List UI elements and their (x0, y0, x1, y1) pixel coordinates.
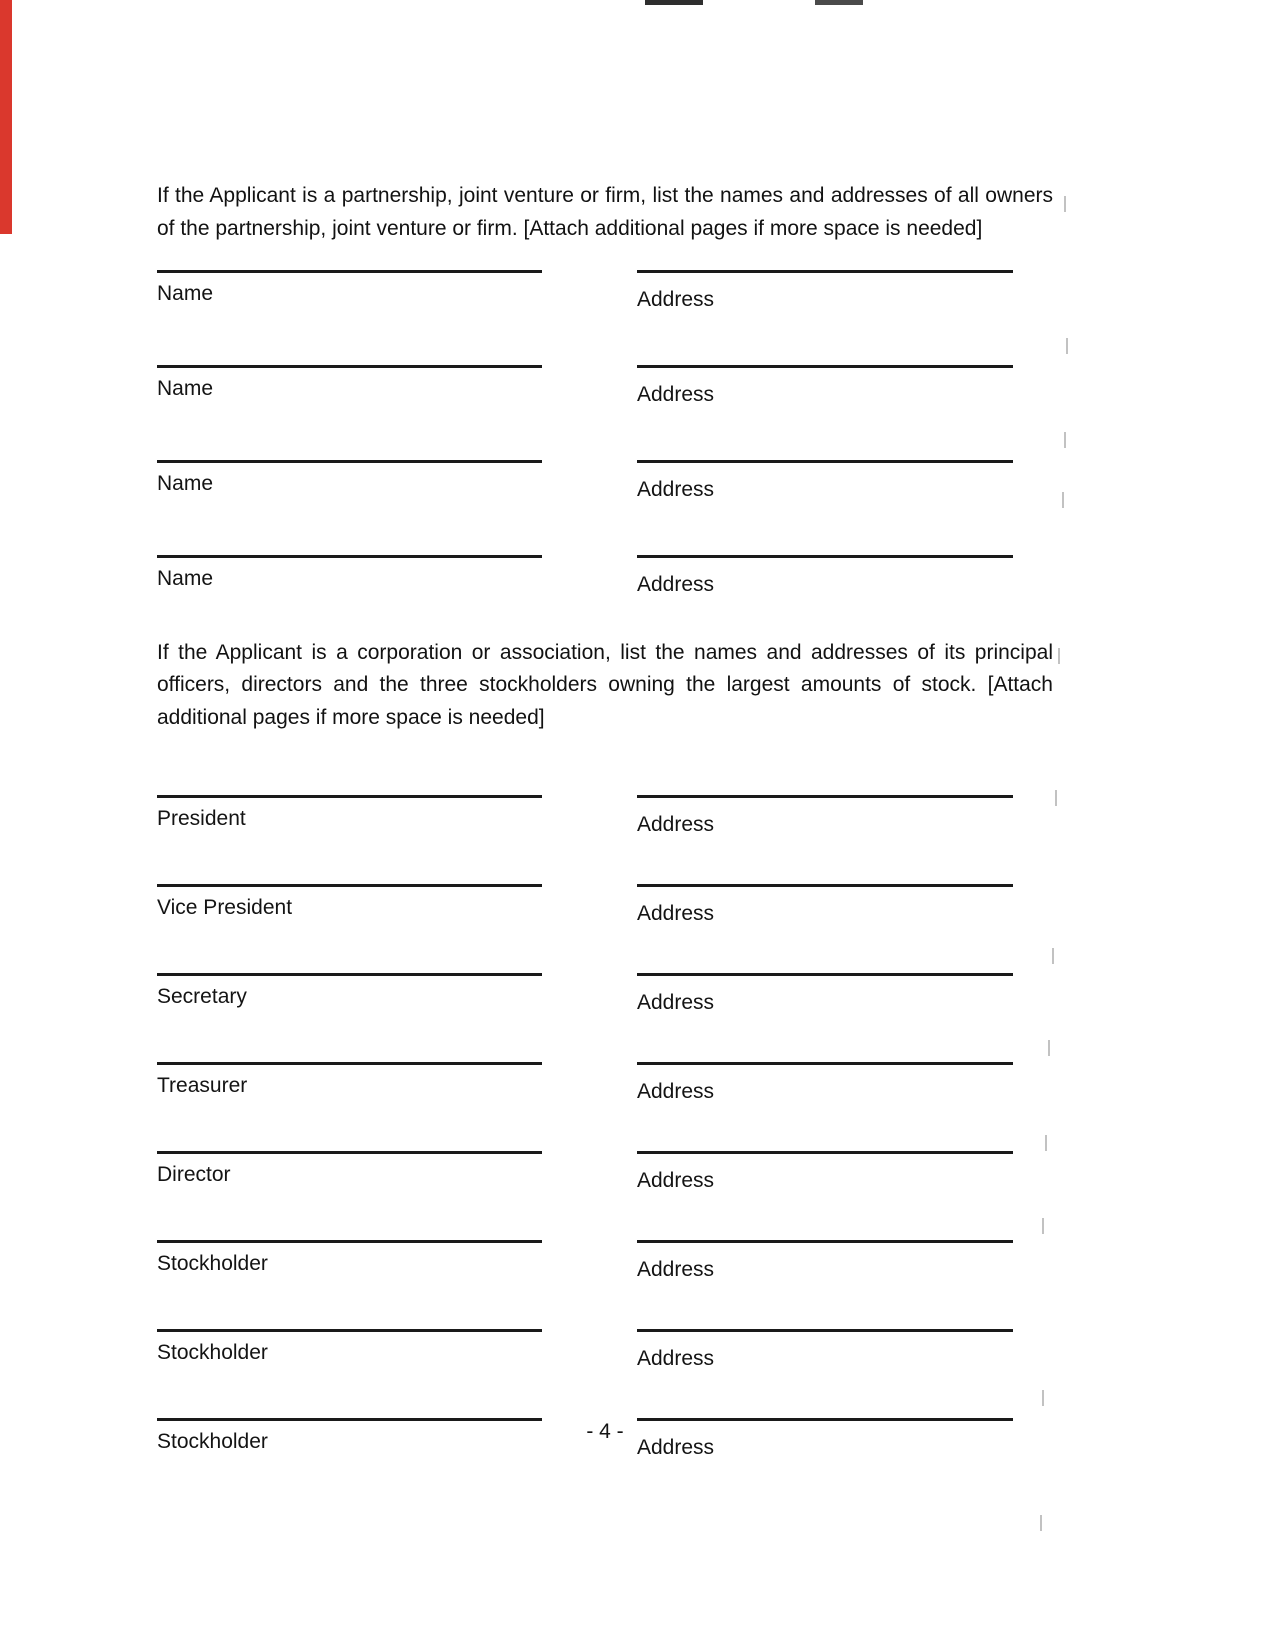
officer-row (157, 973, 1053, 1015)
treasurer-field (157, 1062, 542, 1104)
address-field (637, 555, 1013, 597)
section-corporation (157, 637, 1053, 1460)
director-label: Director (157, 1162, 231, 1186)
officer-row (157, 1329, 1053, 1371)
address-field (637, 1062, 1013, 1104)
corporation-intro-paragraph: If the Applicant is a corporation or association, list the names and addresses of its principal officers, directors and the three stockholders owning the largest amounts of stock. [Attach additional pages if more space is needed] (157, 640, 1053, 729)
stockholder-label: Stockholder (157, 1429, 268, 1453)
officer-row (157, 884, 1053, 926)
address-label: Address (637, 572, 715, 596)
scan-artifact-top-mark (645, 0, 703, 5)
treasurer-label: Treasurer (157, 1073, 248, 1097)
scan-artifact-edge-tick (1062, 492, 1064, 508)
page-number: - 4 - (586, 1420, 624, 1443)
name-field (157, 555, 542, 597)
name-field (157, 270, 542, 312)
scan-artifact-edge-tick (1064, 196, 1066, 212)
officer-row (157, 1062, 1053, 1104)
address-label: Address (637, 1168, 715, 1192)
partnership-rows (157, 270, 1053, 597)
name-label: Name (157, 281, 214, 305)
stockholder-field (157, 1329, 542, 1371)
partnership-row (157, 555, 1053, 597)
name-label: Name (157, 566, 214, 590)
partnership-row (157, 365, 1053, 407)
section-partnership (157, 180, 1053, 597)
address-field (637, 1240, 1013, 1282)
scan-artifact-top-mark (815, 0, 863, 5)
secretary-label: Secretary (157, 984, 247, 1008)
address-field (637, 270, 1013, 312)
vice-president-field (157, 884, 542, 926)
stockholder-label: Stockholder (157, 1340, 268, 1364)
address-label: Address (637, 1346, 715, 1370)
address-label: Address (637, 382, 715, 406)
address-label: Address (637, 477, 715, 501)
scan-artifact-edge-tick (1058, 648, 1060, 664)
address-label: Address (637, 990, 715, 1014)
secretary-field (157, 973, 542, 1015)
name-label: Name (157, 471, 214, 495)
address-field (637, 973, 1013, 1015)
president-label: President (157, 806, 246, 830)
scan-artifact-edge-tick (1040, 1515, 1042, 1531)
name-field (157, 460, 542, 502)
scan-artifact-red-strip (0, 0, 12, 234)
scan-artifact-edge-tick (1064, 432, 1066, 448)
director-field (157, 1151, 542, 1193)
name-field (157, 365, 542, 407)
address-label: Address (637, 1435, 715, 1459)
address-label: Address (637, 812, 715, 836)
officer-row (157, 795, 1053, 837)
officer-row (157, 1151, 1053, 1193)
stockholder-field (157, 1240, 542, 1282)
name-label: Name (157, 376, 214, 400)
president-field (157, 795, 542, 837)
address-label: Address (637, 901, 715, 925)
address-field (637, 365, 1013, 407)
address-field (637, 795, 1013, 837)
address-field (637, 1151, 1013, 1193)
address-field (637, 1329, 1013, 1371)
scan-artifact-edge-tick (1066, 338, 1068, 354)
address-field (637, 460, 1013, 502)
scan-artifact-edge-tick (1055, 790, 1057, 806)
partnership-row (157, 460, 1053, 502)
address-label: Address (637, 1079, 715, 1103)
corporation-rows (157, 795, 1053, 1460)
vice-president-label: Vice President (157, 895, 293, 919)
address-field (637, 884, 1013, 926)
partnership-row (157, 270, 1053, 312)
officer-row (157, 1240, 1053, 1282)
address-label: Address (637, 287, 715, 311)
address-label: Address (637, 1257, 715, 1281)
stockholder-label: Stockholder (157, 1251, 268, 1275)
form-content (157, 180, 1053, 1460)
partnership-intro-paragraph: If the Applicant is a partnership, joint venture or firm, list the names and addresses of all owners of the partnership, joint venture or firm. [Attach additional pages if more space is needed] (157, 184, 1053, 240)
